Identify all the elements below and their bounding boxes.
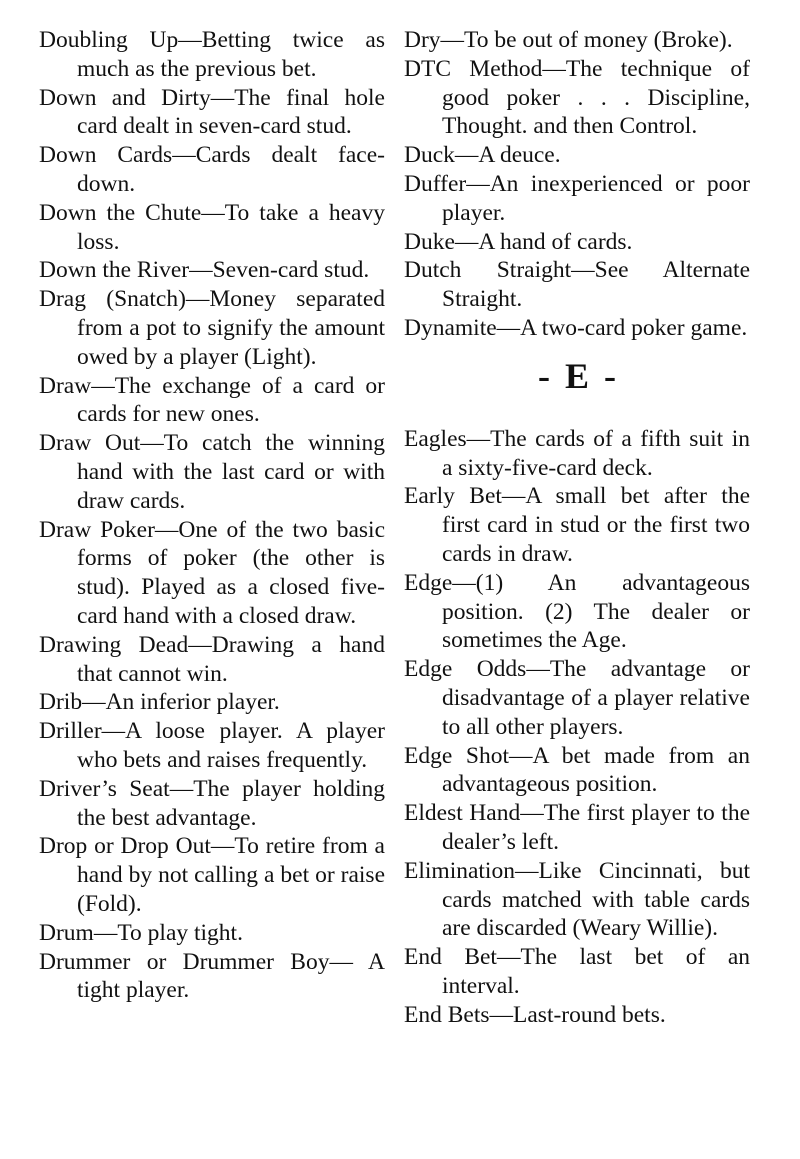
glossary-entry: Edge—(1) An advantageous position. (2) The dealer or sometimes the Age. [404, 569, 750, 654]
glossary-entry: Duck—A deuce. [404, 142, 561, 169]
glossary-entry: Drop or Drop Out—To retire from a hand by not calling a bet or raise (Fold). [39, 833, 385, 917]
glossary-entry: Drawing Dead—Drawing a hand that cannot win. [39, 631, 385, 687]
glossary-entry: Drum—To play tight. [39, 919, 243, 946]
glossary-entry: Draw Poker—One of the two basic forms of poker (the other is stud). Played as a closed five-card hand with a closed draw. [39, 516, 385, 629]
glossary-entry: Drag (Snatch)—Money separated from a pot to signify the amount owed by a player (Light). [39, 286, 385, 370]
glossary-entry: Drib—An inferior player. [39, 689, 280, 716]
glossary-entry: Draw Out—To catch the winning hand with the last card or with draw cards. [39, 430, 385, 514]
glossary-entry: Dry—To be out of money (Broke). [404, 27, 733, 53]
right-column [404, 26, 750, 1030]
glossary-entry: Duffer—An inexperienced or poor player. [404, 170, 750, 226]
glossary-entry: End Bet—The last bet of an interval. [404, 944, 750, 999]
glossary-entry: Down the Chute—To take a heavy loss. [39, 199, 385, 255]
glossary-entry: Duke—A hand of cards. [404, 228, 633, 255]
glossary-entry: End Bets—Last-round bets. [404, 1001, 666, 1028]
glossary-entry: Eagles—The cards of a fifth suit in a sixty-five-card deck. [404, 425, 750, 481]
left-column [39, 26, 385, 1005]
glossary-entry: Dutch Straight—See Alternate Straight. [404, 257, 750, 313]
glossary-entry: Driver’s Seat—The player holding the best advantage. [39, 775, 385, 831]
glossary-entry: Eldest Hand—The first player to the dealer’s left. [404, 800, 750, 855]
glossary-entry: Early Bet—A small bet after the first card in stud or the first two cards in draw. [404, 483, 750, 567]
glossary-entry: Edge Shot—A bet made from an advantageous position. [404, 742, 750, 798]
glossary-entry: Driller—A loose player. A player who bets and raises frequently. [39, 718, 385, 773]
glossary-entry: Draw—The exchange of a card or cards for new ones. [39, 372, 385, 428]
glossary-entry: DTC Method—The technique of good poker . . . Discipline, Thought. and then Control. [404, 55, 750, 140]
glossary-entry: Down the River—Seven-card stud. [39, 257, 370, 284]
glossary-entry: Doubling Up—Betting twice as much as the previous bet. [39, 27, 385, 82]
section-letter-heading: - E - [538, 355, 616, 396]
glossary-entry: Down Cards—Cards dealt face-down. [39, 142, 385, 197]
glossary-entry: Edge Odds—The advantage or disadvantage of a player relative to all other players. [404, 656, 750, 740]
glossary-entry: Elimination—Like Cincinnati, but cards matched with table cards are discarded (Weary Willie). [404, 857, 750, 942]
glossary-entry: Drummer or Drummer Boy— A tight player. [39, 948, 385, 1004]
glossary-entry: Down and Dirty—The final hole card dealt in seven-card stud. [39, 84, 385, 140]
glossary-entry: Dynamite—A two-card poker game. [404, 314, 748, 341]
